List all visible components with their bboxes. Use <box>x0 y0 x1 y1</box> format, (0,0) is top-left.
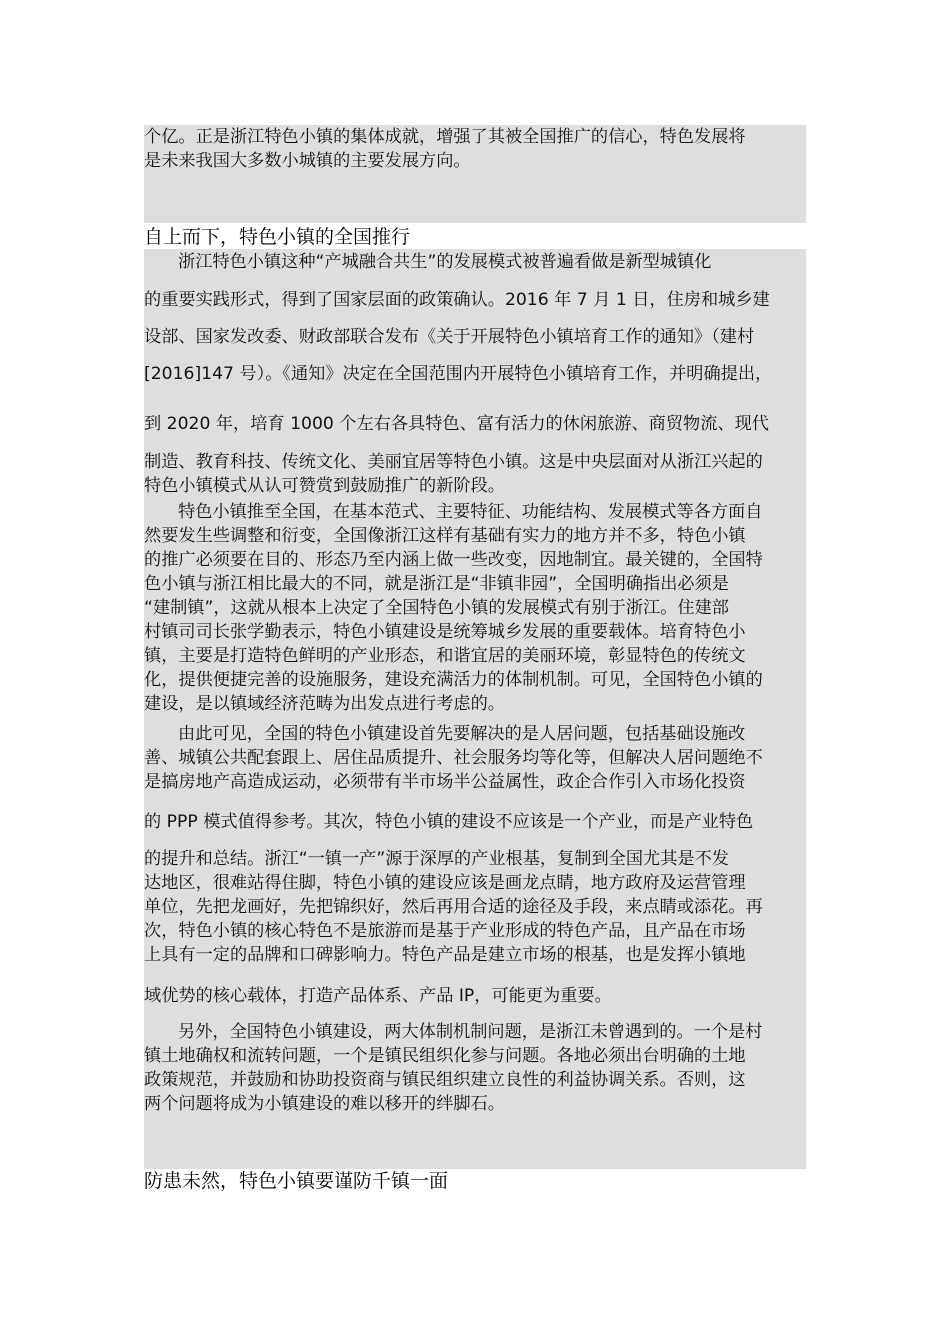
text-line: 建设，是以镇域经济范畴为出发点进行考虑的。 <box>144 694 505 714</box>
text-line: 个亿。正是浙江特色小镇的集体成就，增强了其被全国推广的信心，特色发展将 <box>144 127 746 147</box>
text-line-wrap <box>144 362 806 386</box>
text-line: 的重要实践形式，得到了国家层面的政策确认。2016 年 7 月 1 日，住房和城乡建 <box>144 290 770 310</box>
text-line: 浙江特色小镇这种“产城融合共生”的发展模式被普遍看做是新型城镇化 <box>178 252 712 272</box>
section-heading: 自上而下，特色小镇的全国推行 <box>144 226 411 248</box>
text-line: 设部、国家发改委、财政部联合发布《关于开展特色小镇培育工作的通知》（建村 <box>144 327 755 347</box>
text-line-wrap <box>144 847 806 967</box>
text-line: 制造、教育科技、传统文化、美丽宜居等特色小镇。这是中央层面对从浙江兴起的 <box>144 452 763 472</box>
text-line: 由此可见，全国的特色小镇建设首先要解决的是人居问题，包括基础设施改 <box>178 724 746 744</box>
text-line: 的提升和总结。浙江“一镇一产”源于深厚的产业根基，复制到全国尤其是不发 <box>144 849 729 869</box>
text-line-wrap <box>144 722 806 794</box>
text-line: 化，提供便捷完善的设施服务，建设充满活力的体制机制。可见，全国特色小镇的 <box>144 670 763 690</box>
text-line: 特色小镇推至全国，在基本范式、主要特征、功能结构、发展模式等各方面自 <box>178 502 763 522</box>
text-line: 的推广必须要在目的、形态乃至内涵上做一些改变，因地制宜。最关键的，全国特 <box>144 550 763 570</box>
text-line: 上具有一定的品牌和口碑影响力。特色产品是建立市场的根基，也是发挥小镇地 <box>144 945 746 965</box>
text-line: “建制镇”，这就从根本上决定了全国特色小镇的发展模式有别于浙江。住建部 <box>144 598 729 618</box>
text-line: 两个问题将成为小镇建设的难以移开的绊脚石。 <box>144 1094 505 1114</box>
text-line: [2016]147 号）。《通知》决定在全国范围内开展特色小镇培育工作，并明确提出， <box>144 364 773 384</box>
text-line: 镇，主要是打造特色鲜明的产业形态，和谐宜居的美丽环境，彰显特色的传统文 <box>144 646 746 666</box>
text-line: 次，特色小镇的核心特色不是旅游而是基于产业形成的特色产品，且产品在市场 <box>144 921 746 941</box>
text-line: 另外，全国特色小镇建设，两大体制机制问题，是浙江未曾遇到的。一个是村 <box>178 1022 763 1042</box>
text-line: 政策规范，并鼓励和协助投资商与镇民组织建立良性的利益协调关系。否则，这 <box>144 1070 746 1090</box>
text-line: 到 2020 年，培育 1000 个左右各具特色、富有活力的休闲旅游、商贸物流、现代 <box>144 414 769 434</box>
text-line: 域优势的核心载体，打造产品体系、产品 IP，可能更为重要。 <box>144 986 612 1006</box>
text-line: 善、城镇公共配套跟上、居住品质提升、社会服务均等化等，但解决人居问题绝不 <box>144 748 763 768</box>
text-line: 是搞房地产高造成运动，必须带有半市场半公益属性，政企合作引入市场化投资 <box>144 772 746 792</box>
section1-paragraph-4 <box>144 1020 806 1116</box>
section-heading: 防患未然，特色小镇要谨防千镇一面 <box>144 1170 449 1192</box>
text-line-wrap <box>144 984 806 1008</box>
text-line: 镇土地确权和流转问题，一个是镇民组织化参与问题。各地必须出台明确的土地 <box>144 1046 746 1066</box>
text-line-wrap <box>144 250 806 274</box>
text-line-wrap <box>144 325 806 349</box>
text-line-wrap <box>144 450 806 498</box>
text-line: 特色小镇模式从认可赞赏到鼓励推广的新阶段。 <box>144 476 505 496</box>
text-line-wrap <box>144 412 806 436</box>
text-line: 达地区，很难站得住脚，特色小镇的建设应该是画龙点睛，地方政府及运营管理 <box>144 873 746 893</box>
text-line-wrap <box>144 810 806 834</box>
text-line: 村镇司司长张学勤表示，特色小镇建设是统筹城乡发展的重要载体。培育特色小 <box>144 622 746 642</box>
text-line: 然要发生些调整和衍变，全国像浙江这样有基础有实力的地方并不多，特色小镇 <box>144 526 746 546</box>
text-line: 的 PPP 模式值得参考。其次，特色小镇的建设不应该是一个产业，而是产业特色 <box>144 812 754 832</box>
text-line: 色小镇与浙江相比最大的不同，就是浙江是“非镇非园”，全国明确指出必须是 <box>144 574 729 594</box>
section1-paragraph-2 <box>144 500 806 716</box>
text-line: 是未来我国大多数小城镇的主要发展方向。 <box>144 151 471 171</box>
intro-paragraph <box>144 125 806 173</box>
text-line-wrap <box>144 288 806 312</box>
text-line: 单位，先把龙画好，先把锦织好，然后再用合适的途径及手段，来点睛或添花。再 <box>144 897 763 917</box>
